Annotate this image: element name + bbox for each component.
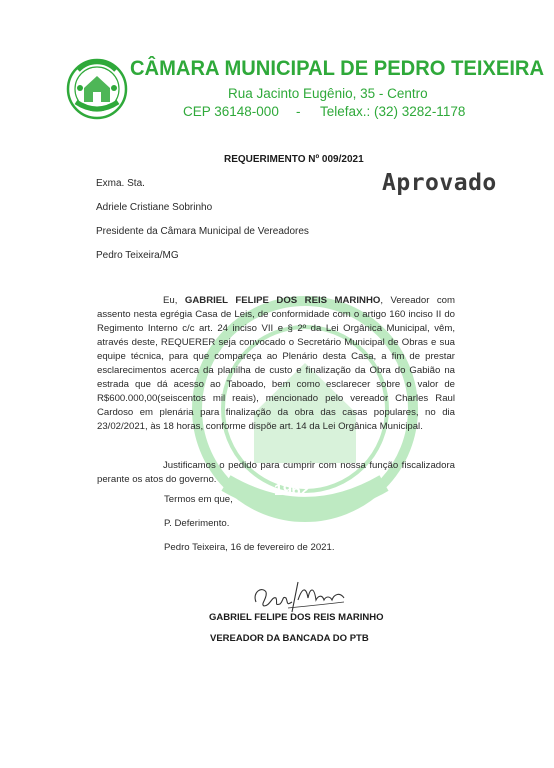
body-intro: Eu,	[163, 295, 178, 306]
recipient-name: Adriele Cristiane Sobrinho	[96, 202, 213, 213]
closing-place-date: Pedro Teixeira, 16 de fevereiro de 2021.	[164, 542, 335, 553]
header-address: Rua Jacinto Eugênio, 35 - Centro	[228, 86, 428, 101]
signature-role: VEREADOR DA BANCADA DO PTB	[210, 633, 369, 644]
author-name: GABRIEL FELIPE DOS REIS MARINHO	[184, 295, 381, 306]
header-title: CÂMARA MUNICIPAL DE PEDRO TEIXEIRA	[130, 57, 545, 80]
body-text-1: , Vereador com assento nesta egrégia Casa de Leis, de conformidade com o artigo 160 inciso II do Regimento Interno c/c art. 24 inciso VII e § 2º da Lei Orgânica Municipal, vêm, através deste, REQUERER seja convocado o Secretário Municipal de Obras e sua equipe técnica, para que compareça ao Plenário desta Casa, a fim de prestar esclarecimentos acerca da planilha de custo e finalização da Obra do Gabião na estrada que dá acesso ao Taboado, bem como esclarecer sobre o valor de R$600.000,00(seiscentos mil reais), mencionado pelo vereador Charles Raul Cardoso em plenária para finalização da obra das casas populares, no dia 23/02/2021, às 18 horas, conforme dispõe art. 14 da Lei Orgânica Municipal.	[97, 295, 455, 432]
header-separator: -	[296, 104, 301, 119]
recipient-city: Pedro Teixeira/MG	[96, 250, 179, 261]
header-cep: CEP 36148-000	[183, 104, 279, 119]
document-title: REQUERIMENTO Nº 009/2021	[224, 154, 364, 165]
approved-stamp: Aprovado	[382, 170, 497, 196]
signature-name: GABRIEL FELIPE DOS REIS MARINHO	[209, 612, 384, 623]
closing-terms: Termos em que,	[164, 494, 233, 505]
body-paragraph-1	[97, 294, 455, 434]
municipal-seal-logo	[66, 58, 128, 120]
recipient-role: Presidente da Câmara Municipal de Vereadores	[96, 226, 309, 237]
closing-request: P. Deferimento.	[164, 518, 230, 529]
recipient-salutation: Exma. Sta.	[96, 178, 145, 189]
watermark-year: 1962	[274, 482, 310, 499]
handwritten-signature	[248, 578, 348, 614]
header-phone: Telefax.: (32) 3282-1178	[320, 104, 466, 119]
body-paragraph-2: Justificamos o pedido para cumprir com nossa função fiscalizadora perante os atos do governo.	[97, 460, 455, 485]
